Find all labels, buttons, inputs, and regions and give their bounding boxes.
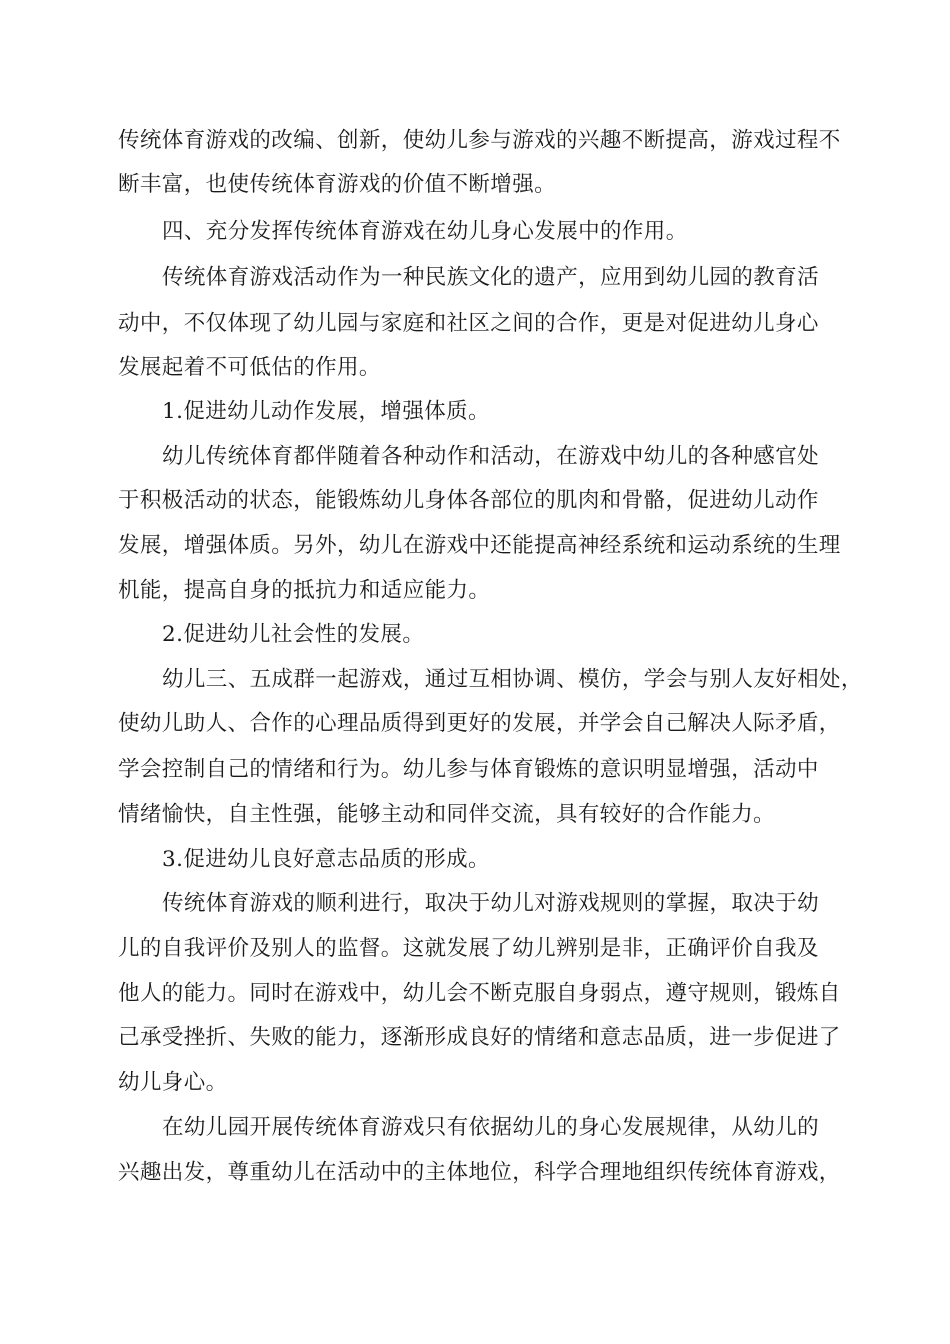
text-line: 情绪愉快，自主性强，能够主动和同伴交流，具有较好的合作能力。	[118, 802, 776, 827]
text-line: 传统体育游戏的顺利进行，取决于幼儿对游戏规则的掌握，取决于幼	[162, 891, 820, 916]
text-line: 幼儿传统体育都伴随着各种动作和活动，在游戏中幼儿的各种感官处	[162, 444, 820, 469]
subheading: 1.促进幼儿动作发展，增强体质。	[162, 399, 490, 424]
text-line: 发展起着不可低估的作用。	[118, 355, 381, 380]
text-line: 动中，不仅体现了幼儿园与家庭和社区之间的合作，更是对促进幼儿身心	[118, 311, 819, 336]
text-line: 学会控制自己的情绪和行为。幼儿参与体育锻炼的意识明显增强，活动中	[118, 757, 819, 782]
text-line: 传统体育游戏活动作为一种民族文化的遗产，应用到幼儿园的教育活	[162, 265, 820, 290]
text-line: 他人的能力。同时在游戏中，幼儿会不断克服自身弱点，遵守规则，锻炼自	[118, 981, 841, 1006]
subheading: 3.促进幼儿良好意志品质的形成。	[162, 847, 490, 872]
subheading: 2.促进幼儿社会性的发展。	[162, 622, 425, 647]
text-line: 己承受挫折、失败的能力，逐渐形成良好的情绪和意志品质，进一步促进了	[118, 1025, 841, 1050]
text-line: 断丰富，也使传统体育游戏的价值不断增强。	[118, 172, 557, 197]
text-line: 兴趣出发，尊重幼儿在活动中的主体地位，科学合理地组织传统体育游戏，	[118, 1160, 841, 1185]
text-line: 幼儿身心。	[118, 1070, 228, 1095]
text-line: 幼儿三、五成群一起游戏，通过互相协调、模仿，学会与别人友好相处，	[162, 667, 863, 692]
section-heading: 四、充分发挥传统体育游戏在幼儿身心发展中的作用。	[162, 219, 688, 244]
text-line: 在幼儿园开展传统体育游戏只有依据幼儿的身心发展规律，从幼儿的	[162, 1115, 820, 1140]
text-line: 儿的自我评价及别人的监督。这就发展了幼儿辨别是非，正确评价自我及	[118, 936, 819, 961]
text-line: 机能，提高自身的抵抗力和适应能力。	[118, 578, 491, 603]
text-line: 发展，增强体质。另外，幼儿在游戏中还能提高神经系统和运动系统的生理	[118, 533, 841, 558]
text-line: 于积极活动的状态，能锻炼幼儿身体各部位的肌肉和骨骼，促进幼儿动作	[118, 488, 819, 513]
text-line: 使幼儿助人、合作的心理品质得到更好的发展，并学会自己解决人际矛盾，	[118, 711, 841, 736]
text-line: 传统体育游戏的改编、创新，使幼儿参与游戏的兴趣不断提高，游戏过程不	[118, 128, 841, 153]
